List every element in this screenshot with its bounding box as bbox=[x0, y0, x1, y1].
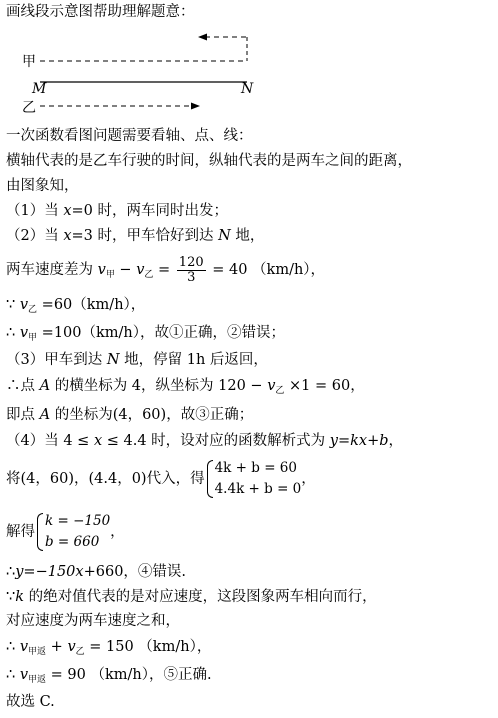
l6-v2: v bbox=[136, 262, 145, 278]
l6-fraction bbox=[177, 256, 206, 285]
label-m: M bbox=[32, 81, 47, 97]
l13-eq1: 4k + b = 60 bbox=[214, 460, 297, 476]
l4-text-a: （1）当 bbox=[6, 203, 64, 219]
line-2: 横轴代表的是乙车行驶的时间，纵轴代表的是两车之间的距离， bbox=[6, 153, 412, 169]
l6-v1: v bbox=[97, 262, 106, 278]
segment-diagram-svg bbox=[0, 24, 280, 120]
l10-text-b: 的横坐标为 4，纵坐标为 120 − bbox=[50, 378, 268, 394]
l6-text-b: = 40 （km/h）， bbox=[207, 262, 326, 278]
l7-sub: 乙 bbox=[28, 305, 38, 315]
l16-text-b: 的绝对值代表的是对应速度，这段图象两车相向而行， bbox=[24, 589, 377, 605]
header-text: 画线段示意图帮助理解题意： bbox=[6, 4, 195, 20]
l10-var-a: A bbox=[39, 378, 51, 394]
l16-var-k: k bbox=[15, 589, 25, 605]
l14-system bbox=[35, 511, 110, 553]
l10-text-c: ×1 = 60， bbox=[284, 378, 365, 394]
l5-text-a: （2）当 bbox=[6, 228, 64, 244]
l16-text-a: ∵ bbox=[6, 589, 16, 605]
line-18 bbox=[6, 637, 211, 662]
l12-formula: y=kx+b bbox=[329, 433, 389, 449]
yi-arrowhead bbox=[191, 103, 200, 110]
l11-var-a: A bbox=[39, 407, 51, 423]
l6-denominator: 3 bbox=[187, 269, 196, 285]
l9-var-n: N bbox=[106, 352, 120, 368]
line-19 bbox=[6, 665, 212, 690]
l18-text-b: = 150 （km/h）， bbox=[84, 639, 212, 655]
l8-text-b: =100（km/h），故①正确，②错误； bbox=[37, 325, 286, 341]
l12-text-a: （4）当 4 ≤ bbox=[6, 433, 94, 449]
line-10 bbox=[6, 376, 365, 401]
l5-var-x: x bbox=[63, 228, 72, 244]
l18-v2: v bbox=[67, 639, 76, 655]
l6-text-a: 两车速度差为 bbox=[6, 262, 98, 278]
label-n: N bbox=[241, 81, 254, 97]
l15-text-b: +660，④错误. bbox=[83, 564, 187, 580]
l4-text-b: =0 时，两车同时出发； bbox=[71, 203, 229, 219]
l18-v1: v bbox=[19, 639, 29, 655]
line-11 bbox=[6, 405, 253, 425]
l19-text-a: ∴ bbox=[6, 667, 20, 683]
l14-eq1: k = −150 bbox=[45, 513, 111, 529]
l18-plus: + bbox=[46, 639, 68, 655]
l12-var-x: x bbox=[93, 433, 103, 449]
line-3: 由图象知， bbox=[6, 178, 79, 194]
l13-system bbox=[205, 458, 302, 500]
l6-numerator: 120 bbox=[178, 254, 204, 270]
l14-text-b: ， bbox=[110, 524, 125, 540]
l13-text-b: ， bbox=[301, 471, 316, 487]
l11-text-b: 的坐标为(4，60)，故③正确； bbox=[50, 407, 254, 423]
l7-text-a: ∵ bbox=[6, 297, 20, 313]
l8-text-a: ∴ bbox=[6, 325, 20, 341]
label-yi: 乙 bbox=[22, 100, 36, 116]
l10-text-a: ∴点 bbox=[6, 378, 40, 394]
l15-text-a: ∴ bbox=[6, 564, 16, 580]
line-4 bbox=[6, 201, 228, 221]
line-15 bbox=[6, 562, 186, 582]
l8-sub: 甲 bbox=[28, 333, 38, 343]
l7-v: v bbox=[19, 297, 29, 313]
segment-diagram bbox=[0, 24, 280, 120]
line-13 bbox=[6, 454, 316, 504]
l11-text-a: 即点 bbox=[6, 407, 40, 423]
l19-text-b: = 90 （km/h），⑤正确. bbox=[46, 667, 212, 683]
l9-text-a: （3）甲车到达 bbox=[6, 352, 107, 368]
l10-v: v bbox=[267, 378, 276, 394]
l19-v: v bbox=[19, 667, 29, 683]
line-12 bbox=[6, 431, 403, 451]
l5-var-n: N bbox=[218, 228, 231, 244]
l15-formula: y=−150x bbox=[15, 564, 84, 580]
l19-sub: 甲返 bbox=[28, 675, 47, 685]
line-7 bbox=[6, 295, 145, 320]
l14-text-a: 解得 bbox=[6, 524, 35, 540]
line-5 bbox=[6, 226, 264, 246]
l4-var-x: x bbox=[63, 203, 72, 219]
l10-sub: 乙 bbox=[275, 386, 285, 396]
l13-text-a: 将(4，60)，(4.4，0)代入，得 bbox=[6, 471, 205, 487]
line-1: 一次函数看图问题需要看轴、点、线： bbox=[6, 128, 253, 144]
line-9 bbox=[6, 350, 268, 370]
label-jia: 甲 bbox=[22, 54, 36, 70]
l7-text-b: =60（km/h）， bbox=[37, 297, 146, 313]
l9-text-b: 地，停留 1h 后返回， bbox=[119, 352, 268, 368]
l13-eq2: 4.4k + b = 0 bbox=[214, 481, 302, 497]
l6-sub1: 甲 bbox=[105, 270, 115, 280]
line-20: 故选 C. bbox=[6, 694, 55, 710]
l12-text-b: ≤ 4.4 时，设对应的函数解析式为 bbox=[102, 433, 330, 449]
l8-v: v bbox=[19, 325, 29, 341]
l14-eq2: b = 660 bbox=[45, 534, 100, 550]
l6-sub2: 乙 bbox=[144, 270, 154, 280]
line-17: 对应速度为两车速度之和， bbox=[6, 613, 180, 629]
line-14 bbox=[6, 507, 125, 557]
l6-minus: − bbox=[114, 262, 137, 278]
l12-text-c: ， bbox=[388, 433, 404, 449]
l5-text-c: 地， bbox=[230, 228, 265, 244]
l18-sub1: 甲返 bbox=[28, 647, 47, 657]
line-16 bbox=[6, 587, 377, 607]
l5-text-b: =3 时，甲车恰好到达 bbox=[71, 228, 219, 244]
line-8 bbox=[6, 323, 285, 348]
jia-arrowhead bbox=[198, 34, 207, 41]
line-6 bbox=[6, 255, 325, 290]
l18-sub2: 乙 bbox=[75, 647, 85, 657]
l18-text-a: ∴ bbox=[6, 639, 20, 655]
l6-eq: = bbox=[153, 262, 175, 278]
